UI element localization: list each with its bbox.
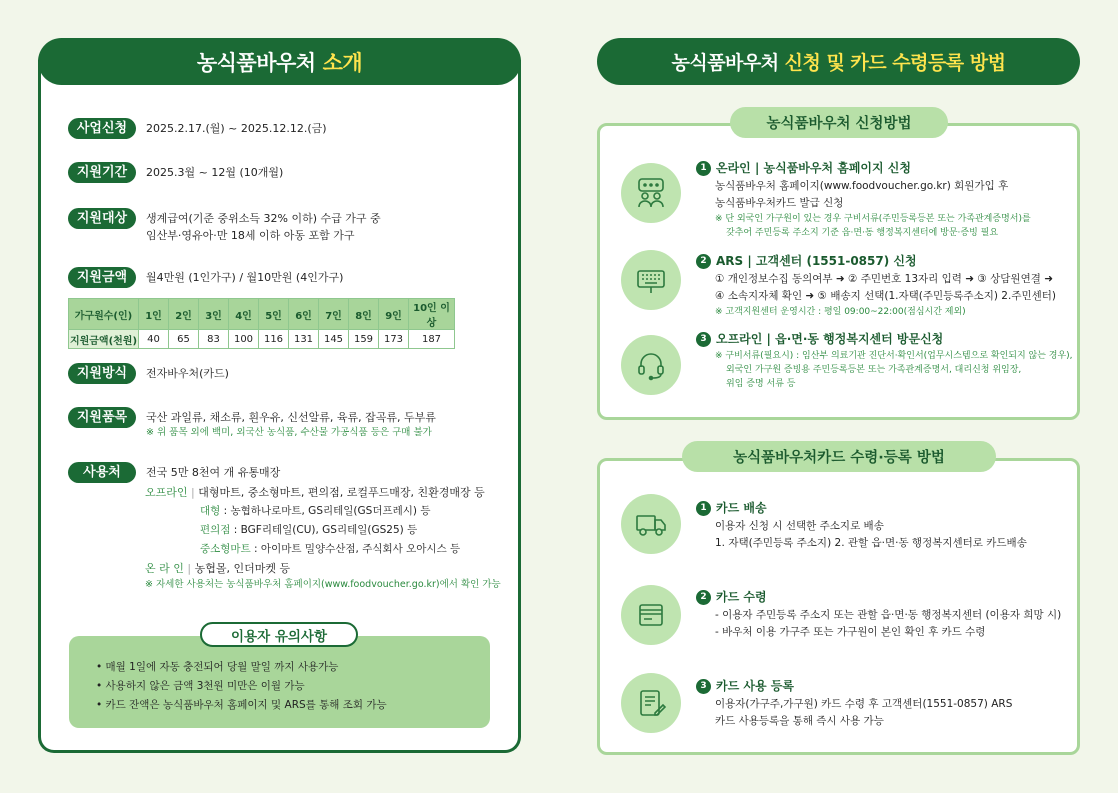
table-header-cell: 5인 (259, 299, 289, 330)
card-icon (621, 585, 681, 645)
apply-method-title: 농식품바우처 신청방법 (730, 107, 948, 138)
section-label: 지원방식 (68, 363, 136, 384)
list-item: • 매월 1일에 자동 충전되어 당월 말일 까지 사용가능 (96, 661, 339, 673)
shop-online-label: 온 라 인 (145, 562, 184, 575)
card-delivery (696, 500, 1027, 552)
shop-conv-text: : BGF리테일(CU), GS리테일(GS25) 등 (230, 524, 418, 536)
step-note: ※ 고객지원센터 운영시간 : 평일 09:00~22:00(점심시간 제외) (715, 307, 966, 317)
headset-icon (621, 335, 681, 395)
apply-offline (696, 331, 1073, 391)
section-label: 지원금액 (68, 267, 136, 288)
section-method (68, 363, 229, 384)
step-note: ※ 구비서류(필요시) : 임산부 의료기관 진단서·확인서(업무시스템으로 확인되지 않는 경우), (715, 351, 1073, 361)
shop-large-text: : 농협하나로마트, GS리테일(GS더프레시) 등 (220, 505, 431, 517)
section-items (68, 407, 436, 440)
step-heading: 카드 사용 등록 (716, 679, 794, 693)
apply-online (696, 160, 1031, 240)
section-target (68, 208, 381, 244)
amount-table (68, 298, 455, 349)
table-header-cell: 1인 (139, 299, 169, 330)
table-header-row (69, 299, 455, 330)
section-text: 생계급여(기준 중위소득 32% 이하) 수급 가구 중 (146, 212, 381, 225)
shop-mid-label: 중소형마트 (200, 543, 251, 555)
step-heading: 카드 수령 (716, 590, 767, 604)
shop-offline-label: 오프라인 (145, 486, 188, 499)
section-label: 지원품목 (68, 407, 136, 428)
section-period (68, 162, 283, 183)
step-text: - 이용자 주민등록 주소지 또는 관할 읍·면·동 행정복지센터 (이용자 희망 시) (715, 609, 1062, 621)
step-text: - 바우처 이용 가구주 또는 가구원이 본인 확인 후 카드 수령 (715, 626, 986, 638)
step-heading: 카드 배송 (716, 501, 767, 515)
table-header-cell: 2인 (169, 299, 199, 330)
card-method-title: 농식품바우처카드 수령·등록 방법 (682, 441, 996, 472)
guide-title (597, 38, 1080, 85)
guide-title-highlight: 신청 및 카드 수령등록 방법 (784, 52, 1006, 74)
step-heading: 오프라인 | 읍·면·동 행정복지센터 방문신청 (716, 332, 944, 346)
step-heading: ARS | 고객센터 (1551-0857) 신청 (716, 254, 917, 268)
section-text: 전국 5만 8천여 개 유통매장 (146, 466, 281, 479)
section-text: 전자바우처(카드) (146, 367, 229, 380)
shop-conv-label: 편의점 (200, 524, 231, 536)
shop-large-label: 대형 (200, 505, 221, 517)
section-amount (68, 267, 343, 288)
section-shops (68, 462, 280, 483)
table-cell: 145 (319, 330, 349, 349)
table-header-cell: 8인 (349, 299, 379, 330)
step-text: ① 개인정보수집 동의여부 ➜ ② 주민번호 13자리 입력 ➜ ③ 상담원연결 ➜ (715, 273, 1053, 285)
table-header-cell: 7인 (319, 299, 349, 330)
section-text: 2025.2.17.(월) ~ 2025.12.12.(금) (146, 122, 327, 135)
truck-icon (621, 494, 681, 554)
shop-note: ※ 자세한 사용처는 농식품바우처 홈페이지(www.foodvoucher.go.kr)에서 확인 가능 (145, 579, 501, 590)
table-cell: 83 (199, 330, 229, 349)
table-cell: 173 (379, 330, 409, 349)
table-header-cell: 4인 (229, 299, 259, 330)
section-label: 사업신청 (68, 118, 136, 139)
shop-offline-text: 대형마트, 중소형마트, 편의점, 로컬푸드매장, 친환경매장 등 (198, 486, 485, 499)
table-row-label: 지원금액(천원) (69, 330, 139, 349)
table-header-cell: 3인 (199, 299, 229, 330)
shop-online-text: 농협몰, 인더마켓 등 (194, 562, 291, 575)
step-number: 3 (696, 332, 711, 347)
step-note: ※ 단 외국인 가구원이 있는 경우 구비서류(주민등록등본 또는 가족관계증명서)를 (715, 214, 1031, 224)
step-note: 외국인 가구원 증빙용 주민등록등본 또는 가족관계증명서, 대리신청 위임장, (726, 365, 1022, 375)
list-item: • 카드 잔액은 농식품바우처 홈페이지 및 ARS를 통해 조회 가능 (96, 699, 387, 711)
section-label: 지원대상 (68, 208, 136, 229)
step-number: 2 (696, 590, 711, 605)
step-number: 2 (696, 254, 711, 269)
step-note: 갖추어 주민등록 주소지 기준 읍·면·동 행정복지센터에 방문·증빙 필요 (726, 228, 999, 238)
intro-title (38, 38, 521, 85)
caution-list (96, 658, 387, 715)
section-text: 국산 과일류, 채소류, 흰우유, 신선알류, 육류, 잡곡류, 두부류 (146, 411, 436, 424)
table-cell: 187 (409, 330, 455, 349)
table-header-cell: 10인 이상 (409, 299, 455, 330)
step-text: 이용자 신청 시 선택한 주소지로 배송 (715, 520, 884, 532)
caution-title: 이용자 유의사항 (200, 622, 358, 647)
shop-details: 오프라인 | 대형마트, 중소형마트, 편의점, 로컬푸드매장, 친환경매장 등 대형 : 농협하나로마트, GS리테일(GS더프레시) 등 편의점 : BGF리테일(CU), GS리테일(GS25) 등 중소형마트 : 아이마트 밀양수산점, 주식회사 오아시스 등 온 라 인 | 농협몰, 인더마켓 등 ※ 자세한 사용처는 농식품바우처 홈페이지(www.foodvoucher.go.kr)에서 확인 가능 (145, 486, 501, 590)
table-header-label: 가구원수(인) (69, 299, 139, 330)
table-cell: 65 (169, 330, 199, 349)
step-text: 카드 사용등록을 통해 즉시 사용 가능 (715, 715, 884, 727)
section-apply (68, 118, 327, 139)
step-text: 1. 자택(주민등록 주소지) 2. 관할 읍·면·동 행정복지센터로 카드배송 (715, 537, 1027, 549)
card-receive (696, 589, 1061, 641)
keyboard-icon (621, 250, 681, 310)
section-note: ※ 위 품목 외에 백미, 외국산 농식품, 수산물 가공식품 등은 구매 불가 (146, 427, 432, 438)
step-text: ④ 소속지자체 확인 ➜ ⑤ 배송지 선택(1.자택(주민등록주소지) 2.주민센터) (715, 290, 1056, 302)
section-label: 사용처 (68, 462, 136, 483)
section-text: 2025.3월 ~ 12월 (10개월) (146, 166, 284, 179)
document-pen-icon (621, 673, 681, 733)
shop-mid-text: : 아이마트 밀양수산점, 주식회사 오아시스 등 (250, 543, 461, 555)
table-row (69, 330, 455, 349)
card-register (696, 678, 1012, 730)
table-cell: 131 (289, 330, 319, 349)
section-text: 월4만원 (1인가구) / 월10만원 (4인가구) (146, 271, 344, 284)
table-header-cell: 9인 (379, 299, 409, 330)
table-cell: 159 (349, 330, 379, 349)
step-text: 농식품바우처 홈페이지(www.foodvoucher.go.kr) 회원가입 후 (715, 180, 1009, 192)
table-header-cell: 6인 (289, 299, 319, 330)
step-number: 1 (696, 501, 711, 516)
table-cell: 116 (259, 330, 289, 349)
intro-title-main: 농식품바우처 (196, 50, 316, 75)
section-text: 임산부·영유아·만 18세 이하 아동 포함 가구 (146, 229, 355, 242)
section-label: 지원기간 (68, 162, 136, 183)
list-item: • 사용하지 않은 금액 3천원 미만은 이월 가능 (96, 680, 305, 692)
step-number: 1 (696, 161, 711, 176)
table-cell: 100 (229, 330, 259, 349)
chat-people-icon (621, 163, 681, 223)
guide-title-main: 농식품바우처 (671, 52, 779, 74)
step-text: 이용자(가구주,가구원) 카드 수령 후 고객센터(1551-0857) ARS (715, 698, 1013, 710)
intro-title-highlight: 소개 (322, 50, 363, 75)
apply-ars (696, 253, 1056, 319)
step-text: 농식품바우처카드 발급 신청 (715, 197, 844, 209)
step-number: 3 (696, 679, 711, 694)
step-note: 위임 증명 서류 등 (726, 379, 796, 389)
table-cell: 40 (139, 330, 169, 349)
step-heading: 온라인 | 농식품바우처 홈페이지 신청 (716, 161, 911, 175)
